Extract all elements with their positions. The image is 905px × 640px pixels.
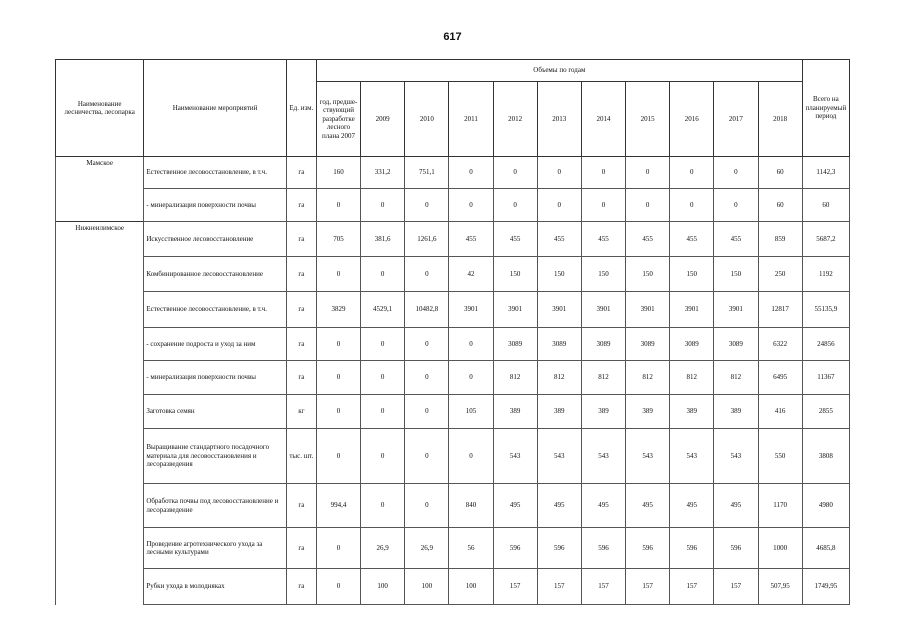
total-value-cell: 1142,3	[802, 157, 849, 189]
table-row	[56, 257, 850, 292]
year-value-cell: 0	[581, 189, 625, 222]
activity-name-cell: Рубки ухода в молодняках	[144, 569, 287, 605]
year-value-cell: 100	[361, 569, 405, 605]
table-row	[56, 484, 850, 528]
year-value-cell: 157	[670, 569, 714, 605]
year-value-cell: 495	[581, 484, 625, 528]
activity-name-cell: - сохранение подроста и уход за ним	[144, 328, 287, 361]
year-value-cell: 150	[581, 257, 625, 292]
year-value-cell: 812	[670, 361, 714, 395]
total-value-cell: 1192	[802, 257, 849, 292]
year-value-cell: 495	[714, 484, 758, 528]
forestry-name-cell: Нижнеилимское	[56, 222, 144, 605]
forestry-name-cell: Мамское	[56, 157, 144, 222]
year-value-cell: 389	[493, 395, 537, 429]
year-value-cell: 157	[714, 569, 758, 605]
year-value-cell: 596	[537, 528, 581, 569]
unit-cell: га	[286, 484, 316, 528]
year-value-cell: 3901	[670, 292, 714, 328]
total-value-cell: 11367	[802, 361, 849, 395]
unit-cell: тыс. шт.	[286, 429, 316, 484]
year-value-cell: 157	[537, 569, 581, 605]
year-value-cell: 150	[493, 257, 537, 292]
year-value-cell: 26,9	[405, 528, 449, 569]
year-value-cell: 10482,8	[405, 292, 449, 328]
total-value-cell: 4980	[802, 484, 849, 528]
table-row	[56, 429, 850, 484]
activity-name-cell: - минерализация поверхности почвы	[144, 189, 287, 222]
year-value-cell: 0	[361, 189, 405, 222]
year-value-cell: 100	[405, 569, 449, 605]
year-value-cell: 543	[537, 429, 581, 484]
year-value-cell: 105	[449, 395, 493, 429]
year-value-cell: 455	[493, 222, 537, 257]
year-value-cell: 0	[493, 189, 537, 222]
prev-year-value-cell: 705	[316, 222, 360, 257]
header-prev-year: год, предше-ствующий разработке лесного плана 2007	[316, 82, 360, 157]
unit-cell: кг	[286, 395, 316, 429]
header-forestry: Наименование лесничества, лесопарка	[56, 60, 144, 157]
table-row	[56, 328, 850, 361]
year-value-cell: 4529,1	[361, 292, 405, 328]
unit-cell: га	[286, 328, 316, 361]
header-year: 2017	[714, 82, 758, 157]
year-value-cell: 0	[449, 429, 493, 484]
forestry-activities-table	[55, 59, 850, 605]
year-value-cell: 507,95	[758, 569, 802, 605]
year-value-cell: 157	[493, 569, 537, 605]
year-value-cell: 0	[405, 257, 449, 292]
unit-cell: га	[286, 157, 316, 189]
table-body	[56, 157, 850, 605]
year-value-cell: 495	[537, 484, 581, 528]
year-value-cell: 389	[537, 395, 581, 429]
year-value-cell: 455	[626, 222, 670, 257]
year-value-cell: 26,9	[361, 528, 405, 569]
header-year: 2013	[537, 82, 581, 157]
year-value-cell: 0	[405, 395, 449, 429]
header-year: 2018	[758, 82, 802, 157]
table-row	[56, 361, 850, 395]
year-value-cell: 3901	[581, 292, 625, 328]
table-row	[56, 222, 850, 257]
year-value-cell: 0	[405, 328, 449, 361]
total-value-cell: 24856	[802, 328, 849, 361]
year-value-cell: 495	[626, 484, 670, 528]
prev-year-value-cell: 994,4	[316, 484, 360, 528]
year-value-cell: 42	[449, 257, 493, 292]
year-value-cell: 0	[670, 157, 714, 189]
year-value-cell: 60	[758, 189, 802, 222]
year-value-cell: 416	[758, 395, 802, 429]
table-row	[56, 189, 850, 222]
year-value-cell: 3089	[537, 328, 581, 361]
year-value-cell: 495	[493, 484, 537, 528]
year-value-cell: 455	[581, 222, 625, 257]
year-value-cell: 812	[581, 361, 625, 395]
table-row	[56, 292, 850, 328]
year-value-cell: 6322	[758, 328, 802, 361]
year-value-cell: 0	[537, 157, 581, 189]
page-number: 617	[443, 31, 462, 43]
year-value-cell: 150	[626, 257, 670, 292]
prev-year-value-cell: 0	[316, 189, 360, 222]
year-value-cell: 0	[405, 189, 449, 222]
year-value-cell: 0	[714, 157, 758, 189]
header-total: Всего на планируемый период	[802, 60, 849, 157]
year-value-cell: 6495	[758, 361, 802, 395]
year-value-cell: 0	[449, 157, 493, 189]
year-value-cell: 0	[361, 257, 405, 292]
year-value-cell: 596	[626, 528, 670, 569]
year-value-cell: 0	[449, 189, 493, 222]
year-value-cell: 381,6	[361, 222, 405, 257]
activity-name-cell: - минерализация поверхности почвы	[144, 361, 287, 395]
header-activity: Наименование мероприятий	[144, 60, 287, 157]
activity-name-cell: Выращивание стандартного посадочного материала для лесовосстановления и лесоразведения	[144, 429, 287, 484]
year-value-cell: 389	[626, 395, 670, 429]
year-value-cell: 3089	[493, 328, 537, 361]
activity-name-cell: Естественное лесовосстановление, в т.ч.	[144, 292, 287, 328]
table-row	[56, 528, 850, 569]
year-value-cell: 389	[670, 395, 714, 429]
year-value-cell: 3089	[670, 328, 714, 361]
year-value-cell: 3901	[537, 292, 581, 328]
year-value-cell: 0	[361, 361, 405, 395]
year-value-cell: 56	[449, 528, 493, 569]
year-value-cell: 0	[405, 361, 449, 395]
unit-cell: га	[286, 257, 316, 292]
year-value-cell: 1170	[758, 484, 802, 528]
year-value-cell: 812	[493, 361, 537, 395]
year-value-cell: 812	[537, 361, 581, 395]
prev-year-value-cell: 3829	[316, 292, 360, 328]
year-value-cell: 0	[449, 361, 493, 395]
year-value-cell: 596	[714, 528, 758, 569]
header-year: 2016	[670, 82, 714, 157]
activity-name-cell: Обработка почвы под лесовосстановление и лесоразведение	[144, 484, 287, 528]
year-value-cell: 157	[581, 569, 625, 605]
year-value-cell: 543	[714, 429, 758, 484]
total-value-cell: 3808	[802, 429, 849, 484]
activity-name-cell: Заготовка семян	[144, 395, 287, 429]
year-value-cell: 150	[714, 257, 758, 292]
prev-year-value-cell: 0	[316, 569, 360, 605]
year-value-cell: 3901	[626, 292, 670, 328]
activity-name-cell: Искусственное лесовосстановление	[144, 222, 287, 257]
unit-cell: га	[286, 222, 316, 257]
total-value-cell: 4685,8	[802, 528, 849, 569]
year-value-cell: 389	[714, 395, 758, 429]
year-value-cell: 3089	[581, 328, 625, 361]
year-value-cell: 3901	[714, 292, 758, 328]
table-row	[56, 157, 850, 189]
year-value-cell: 543	[493, 429, 537, 484]
year-value-cell: 1000	[758, 528, 802, 569]
year-value-cell: 1261,6	[405, 222, 449, 257]
year-value-cell: 0	[537, 189, 581, 222]
year-value-cell: 751,1	[405, 157, 449, 189]
year-value-cell: 495	[670, 484, 714, 528]
prev-year-value-cell: 0	[316, 257, 360, 292]
year-value-cell: 0	[626, 157, 670, 189]
activity-name-cell: Комбинированное лесовосстановление	[144, 257, 287, 292]
year-value-cell: 389	[581, 395, 625, 429]
year-value-cell: 543	[581, 429, 625, 484]
year-value-cell: 100	[449, 569, 493, 605]
unit-cell: га	[286, 292, 316, 328]
total-value-cell: 2855	[802, 395, 849, 429]
total-value-cell: 55135,9	[802, 292, 849, 328]
prev-year-value-cell: 160	[316, 157, 360, 189]
year-value-cell: 0	[449, 328, 493, 361]
unit-cell: га	[286, 361, 316, 395]
year-value-cell: 0	[361, 395, 405, 429]
year-value-cell: 3901	[493, 292, 537, 328]
prev-year-value-cell: 0	[316, 429, 360, 484]
year-value-cell: 0	[361, 429, 405, 484]
year-value-cell: 543	[626, 429, 670, 484]
year-value-cell: 596	[493, 528, 537, 569]
total-value-cell: 60	[802, 189, 849, 222]
header-year: 2009	[361, 82, 405, 157]
unit-cell: га	[286, 528, 316, 569]
year-value-cell: 455	[714, 222, 758, 257]
year-value-cell: 12817	[758, 292, 802, 328]
activity-name-cell: Проведение агротехнического ухода за лесными культурами	[144, 528, 287, 569]
total-value-cell: 1749,95	[802, 569, 849, 605]
unit-cell: га	[286, 569, 316, 605]
year-value-cell: 0	[714, 189, 758, 222]
header-unit: Ед. изм.	[286, 60, 316, 157]
year-value-cell: 3089	[626, 328, 670, 361]
year-value-cell: 331,2	[361, 157, 405, 189]
activity-name-cell: Естественное лесовосстановление, в т.ч.	[144, 157, 287, 189]
prev-year-value-cell: 0	[316, 395, 360, 429]
header-year: 2015	[626, 82, 670, 157]
year-value-cell: 812	[626, 361, 670, 395]
year-value-cell: 150	[537, 257, 581, 292]
year-value-cell: 157	[626, 569, 670, 605]
table-row	[56, 395, 850, 429]
year-value-cell: 0	[361, 484, 405, 528]
year-value-cell: 550	[758, 429, 802, 484]
year-value-cell: 455	[670, 222, 714, 257]
year-value-cell: 0	[405, 429, 449, 484]
year-value-cell: 60	[758, 157, 802, 189]
year-value-cell: 596	[670, 528, 714, 569]
year-value-cell: 596	[581, 528, 625, 569]
year-value-cell: 812	[714, 361, 758, 395]
table-row	[56, 569, 850, 605]
header-year: 2014	[581, 82, 625, 157]
year-value-cell: 3901	[449, 292, 493, 328]
year-value-cell: 859	[758, 222, 802, 257]
header-volumes-by-year: Объемы по годам	[316, 60, 802, 82]
year-value-cell: 0	[626, 189, 670, 222]
unit-cell: га	[286, 189, 316, 222]
header-year: 2012	[493, 82, 537, 157]
year-value-cell: 455	[537, 222, 581, 257]
header-year: 2011	[449, 82, 493, 157]
year-value-cell: 0	[361, 328, 405, 361]
year-value-cell: 0	[405, 484, 449, 528]
header-year: 2010	[405, 82, 449, 157]
year-value-cell: 3089	[714, 328, 758, 361]
prev-year-value-cell: 0	[316, 328, 360, 361]
year-value-cell: 0	[493, 157, 537, 189]
total-value-cell: 5687,2	[802, 222, 849, 257]
prev-year-value-cell: 0	[316, 528, 360, 569]
year-value-cell: 543	[670, 429, 714, 484]
year-value-cell: 455	[449, 222, 493, 257]
prev-year-value-cell: 0	[316, 361, 360, 395]
year-value-cell: 0	[581, 157, 625, 189]
year-value-cell: 0	[670, 189, 714, 222]
year-value-cell: 250	[758, 257, 802, 292]
year-value-cell: 150	[670, 257, 714, 292]
year-value-cell: 840	[449, 484, 493, 528]
